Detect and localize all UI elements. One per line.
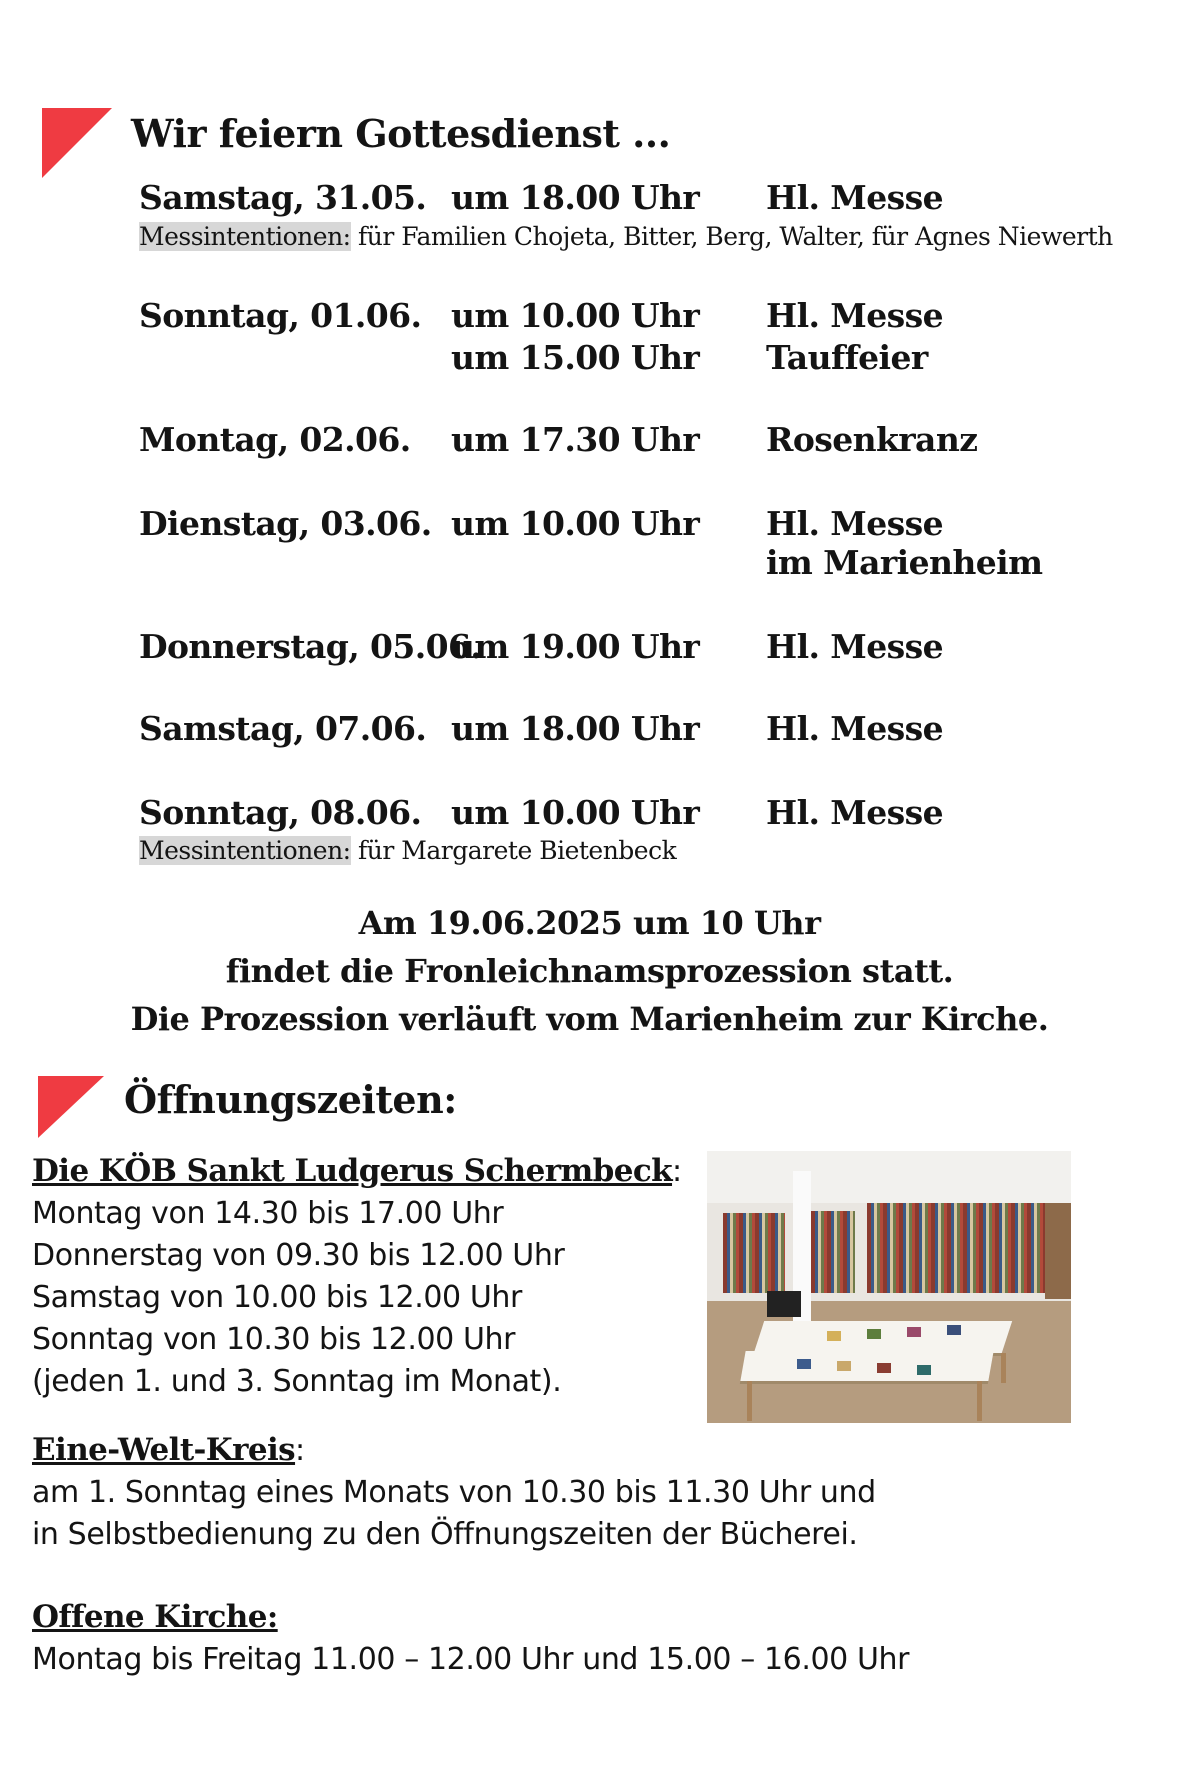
library-title: Die KÖB Sankt Ludgerus Schermbeck: [32, 1153, 673, 1189]
service-event: Hl. Messe: [766, 627, 943, 666]
service-day: Dienstag, 03.06.: [139, 504, 432, 543]
service-day: Donnerstag, 05.06.: [139, 627, 482, 666]
service-day: Samstag, 07.06.: [139, 709, 427, 748]
church-line: Montag bis Freitag 11.00 – 12.00 Uhr und 15.00 – 16.00 Uhr: [32, 1642, 910, 1677]
mass-intention: [139, 836, 676, 865]
service-event: im Marienheim: [766, 543, 1043, 582]
library-hours-line: Sonntag von 10.30 bis 12.00 Uhr: [32, 1322, 516, 1357]
library-hours-line: Samstag von 10.00 bis 12.00 Uhr: [32, 1280, 522, 1315]
service-row: [139, 296, 943, 335]
service-time: um 10.00 Uhr: [451, 296, 700, 335]
intention-text: für Familien Chojeta, Bitter, Berg, Walter, für Agnes Niewerth: [350, 222, 1113, 251]
service-event: Rosenkranz: [766, 420, 978, 459]
announcement-line: Die Prozession verläuft vom Marienheim zur Kirche.: [130, 1000, 1049, 1038]
library-hours-line: (jeden 1. und 3. Sonntag im Monat).: [32, 1364, 562, 1399]
library-title-colon: :: [672, 1154, 682, 1189]
library-section: [32, 1150, 682, 1403]
service-event: Hl. Messe: [766, 296, 943, 335]
library-hours-line: Montag von 14.30 bis 17.00 Uhr: [32, 1196, 504, 1231]
service-time: um 18.00 Uhr: [451, 709, 700, 748]
service-row: [139, 420, 978, 459]
services-heading: Wir feiern Gottesdienst ...: [131, 111, 671, 156]
oneworld-line: am 1. Sonntag eines Monats von 10.30 bis 11.30 Uhr und: [32, 1475, 876, 1510]
service-event: Hl. Messe: [766, 709, 943, 748]
intention-label: Messintentionen:: [139, 836, 351, 865]
service-row: [139, 627, 943, 666]
service-event: Tauffeier: [766, 338, 928, 377]
opening-heading: Öffnungszeiten:: [124, 1077, 457, 1122]
service-day: Sonntag, 01.06.: [139, 296, 422, 335]
oneworld-title-colon: :: [295, 1433, 305, 1468]
announcement-line: Am 19.06.2025 um 10 Uhr: [358, 904, 821, 942]
service-time: um 15.00 Uhr: [451, 338, 700, 377]
service-day: Sonntag, 08.06.: [139, 793, 422, 832]
red-flag-icon: [42, 108, 112, 178]
red-flag-icon: [38, 1076, 104, 1138]
service-row: [139, 504, 943, 543]
service-time: um 10.00 Uhr: [451, 504, 700, 543]
oneworld-line: in Selbstbedienung zu den Öffnungszeiten der Bücherei.: [32, 1517, 858, 1552]
service-time: um 19.00 Uhr: [451, 627, 700, 666]
intention-text: für Margarete Bietenbeck: [350, 836, 677, 865]
service-day: Montag, 02.06.: [139, 420, 411, 459]
library-hours-line: Donnerstag von 09.30 bis 12.00 Uhr: [32, 1238, 565, 1273]
service-time: um 18.00 Uhr: [451, 178, 700, 217]
service-day: Samstag, 31.05.: [139, 178, 427, 217]
church-section: [32, 1596, 909, 1681]
service-row: [139, 793, 943, 832]
mass-intention: [139, 222, 1113, 251]
service-event: Hl. Messe: [766, 504, 943, 543]
church-title: Offene Kirche:: [32, 1599, 278, 1635]
announcement-line: findet die Fronleichnamsprozession statt.: [225, 952, 954, 990]
service-event: Hl. Messe: [766, 793, 943, 832]
service-event: Hl. Messe: [766, 178, 943, 217]
service-time: um 17.30 Uhr: [451, 420, 700, 459]
intention-label: Messintentionen:: [139, 222, 351, 251]
service-time: um 10.00 Uhr: [451, 793, 700, 832]
oneworld-section: [32, 1429, 876, 1556]
oneworld-title: Eine-Welt-Kreis: [32, 1432, 296, 1468]
service-row: [139, 709, 943, 748]
service-row: [139, 178, 943, 217]
library-photo: [707, 1151, 1071, 1423]
